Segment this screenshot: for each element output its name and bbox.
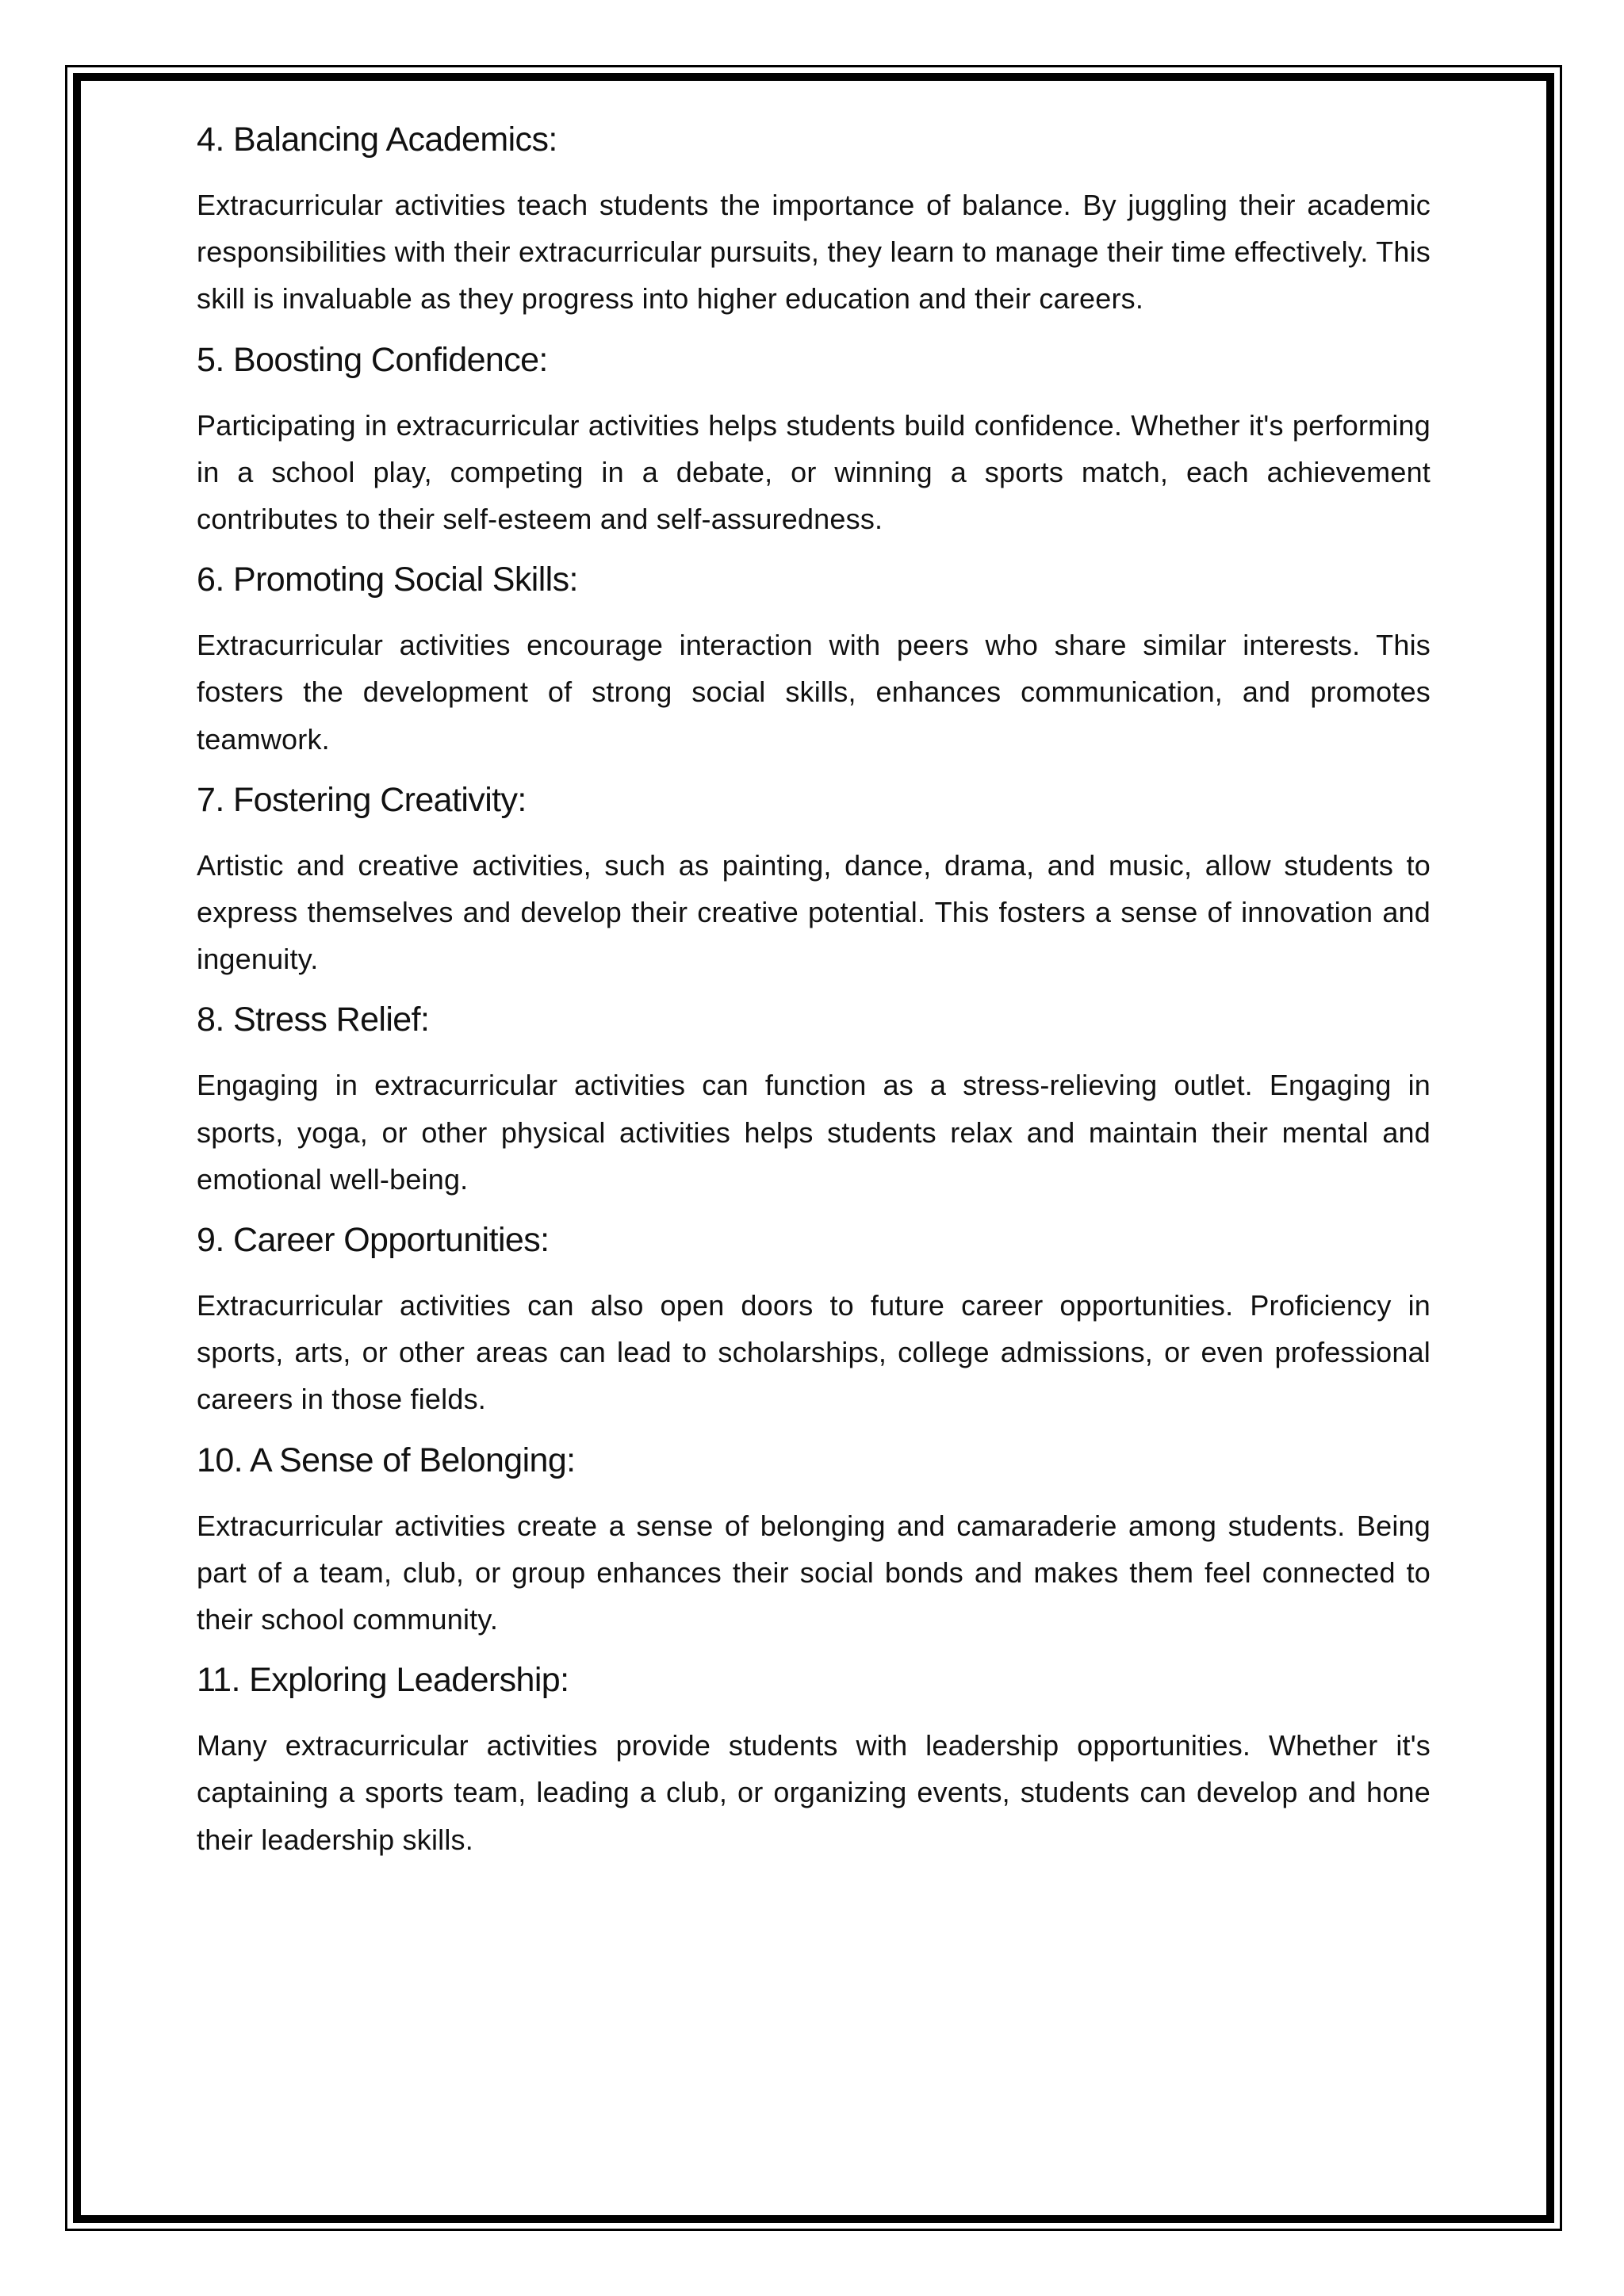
section-heading: 4. Balancing Academics: (197, 121, 557, 159)
section-body: Extracurricular activities create a sense of belonging and camaraderie among students. Being part of a team, club, or group enhances their social bonds and makes them feel connected to their school community. (197, 1509, 1431, 1636)
section-heading: 9. Career Opportunities: (197, 1221, 550, 1260)
section-heading: 7. Fostering Creativity: (197, 780, 527, 819)
section-fostering-creativity (197, 775, 1431, 983)
section-sense-of-belonging (197, 1436, 1431, 1644)
section-heading: 5. Boosting Confidence: (197, 340, 548, 379)
document-content (197, 115, 1431, 1876)
section-promoting-social-skills (197, 555, 1431, 763)
section-stress-relief (197, 995, 1431, 1203)
section-heading: 11. Exploring Leadership: (197, 1661, 569, 1700)
section-heading: 10. A Sense of Belonging: (197, 1441, 576, 1479)
section-career-opportunities (197, 1215, 1431, 1423)
section-body: Engaging in extracurricular activities can function as a stress-relieving outlet. Engaging in sports, yoga, or other physical activities helps students relax and maintain their mental and emotional well-being. (197, 1069, 1431, 1196)
section-heading: 6. Promoting Social Skills: (197, 561, 578, 599)
section-body: Extracurricular activities can also open doors to future career opportunities. Proficiency in sports, arts, or other areas can lead to scholarships, college admissions, or even professional careers in those fields. (197, 1289, 1431, 1416)
section-balancing-academics (197, 115, 1431, 323)
section-body: Extracurricular activities teach students the importance of balance. By juggling their academic responsibilities with their extracurricular pursuits, they learn to manage their time effectively. This skill is invaluable as they progress into higher education and their careers. (197, 189, 1431, 316)
section-exploring-leadership (197, 1655, 1431, 1863)
section-body: Participating in extracurricular activities helps students build confidence. Whether it's performing in a school play, competing in a debate, or winning a sports match, each achievement contributes to their self-esteem and self-assuredness. (197, 408, 1431, 536)
section-body: Many extracurricular activities provide students with leadership opportunities. Whether it's captaining a sports team, leading a club, or organizing events, students can develop and hone their leadership skills. (197, 1729, 1431, 1856)
section-body: Extracurricular activities encourage interaction with peers who share similar interests. This fosters the development of strong social skills, enhances communication, and promotes teamwork. (197, 629, 1431, 756)
section-boosting-confidence (197, 335, 1431, 543)
section-heading: 8. Stress Relief: (197, 1001, 430, 1039)
section-body: Artistic and creative activities, such as painting, dance, drama, and music, allow students to express themselves and develop their creative potential. This fosters a sense of innovation and ingenuity. (197, 848, 1431, 976)
